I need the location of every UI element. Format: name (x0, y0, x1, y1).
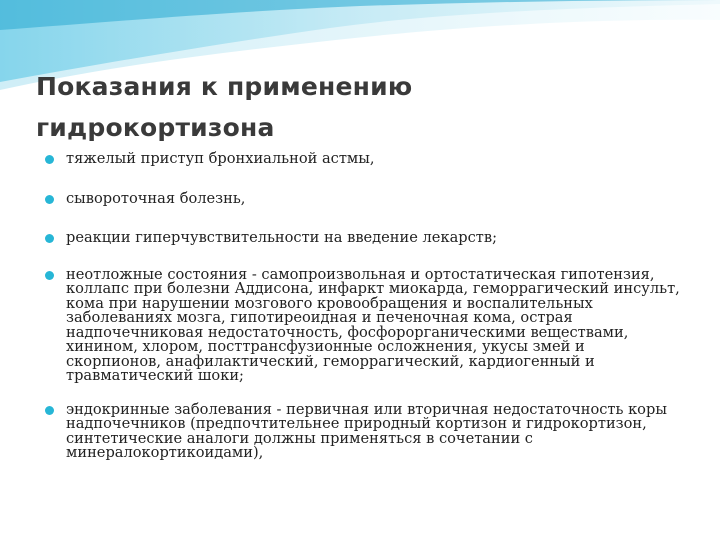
bullet-icon (45, 195, 54, 204)
list-item (44, 231, 684, 246)
title-line-2: гидрокортизона (36, 113, 275, 142)
bullet-icon (45, 271, 54, 280)
list-item-text: сывороточная болезнь, (66, 189, 246, 207)
list-item-text: неотложные состояния - самопроизвольная и ортостатическая гипотензия, коллапс при болезни Аддисона, инфаркт миокарда, геморрагический инсульт, кома при нарушении мозгового кровообращения и воспалительных заболеваниях мозга, гипотиреоидная и печеночная кома, острая надпочечниковая недостаточность, фосфорорганическими веществами, хинином, хлором, посттрансфузионные осложнения, укусы змей и скорпионов, анафилактический, геморрагический, кардиогенный и травматический шоки; (66, 265, 680, 384)
bullet-icon (45, 234, 54, 243)
list-item-text: тяжелый приступ бронхиальной астмы, (66, 150, 375, 167)
list-item (44, 189, 684, 207)
list-item-text: реакции гиперчувствительности на введение лекарств; (66, 229, 497, 246)
slide-title (36, 66, 676, 148)
list-item-text: эндокринные заболевания - первичная или вторичная недостаточность коры надпочечников (предпочтительнее природный кортизон и гидрокортизон, синтетические аналоги должны применяться в сочетании с минералокортикоидами), (66, 400, 667, 461)
bullet-icon (45, 155, 54, 164)
list-item (44, 265, 684, 384)
title-line-1: Показания к применению (36, 72, 413, 101)
indications-list (44, 152, 684, 461)
bullet-icon (45, 406, 54, 415)
list-item (44, 152, 684, 167)
list-item (44, 400, 684, 461)
